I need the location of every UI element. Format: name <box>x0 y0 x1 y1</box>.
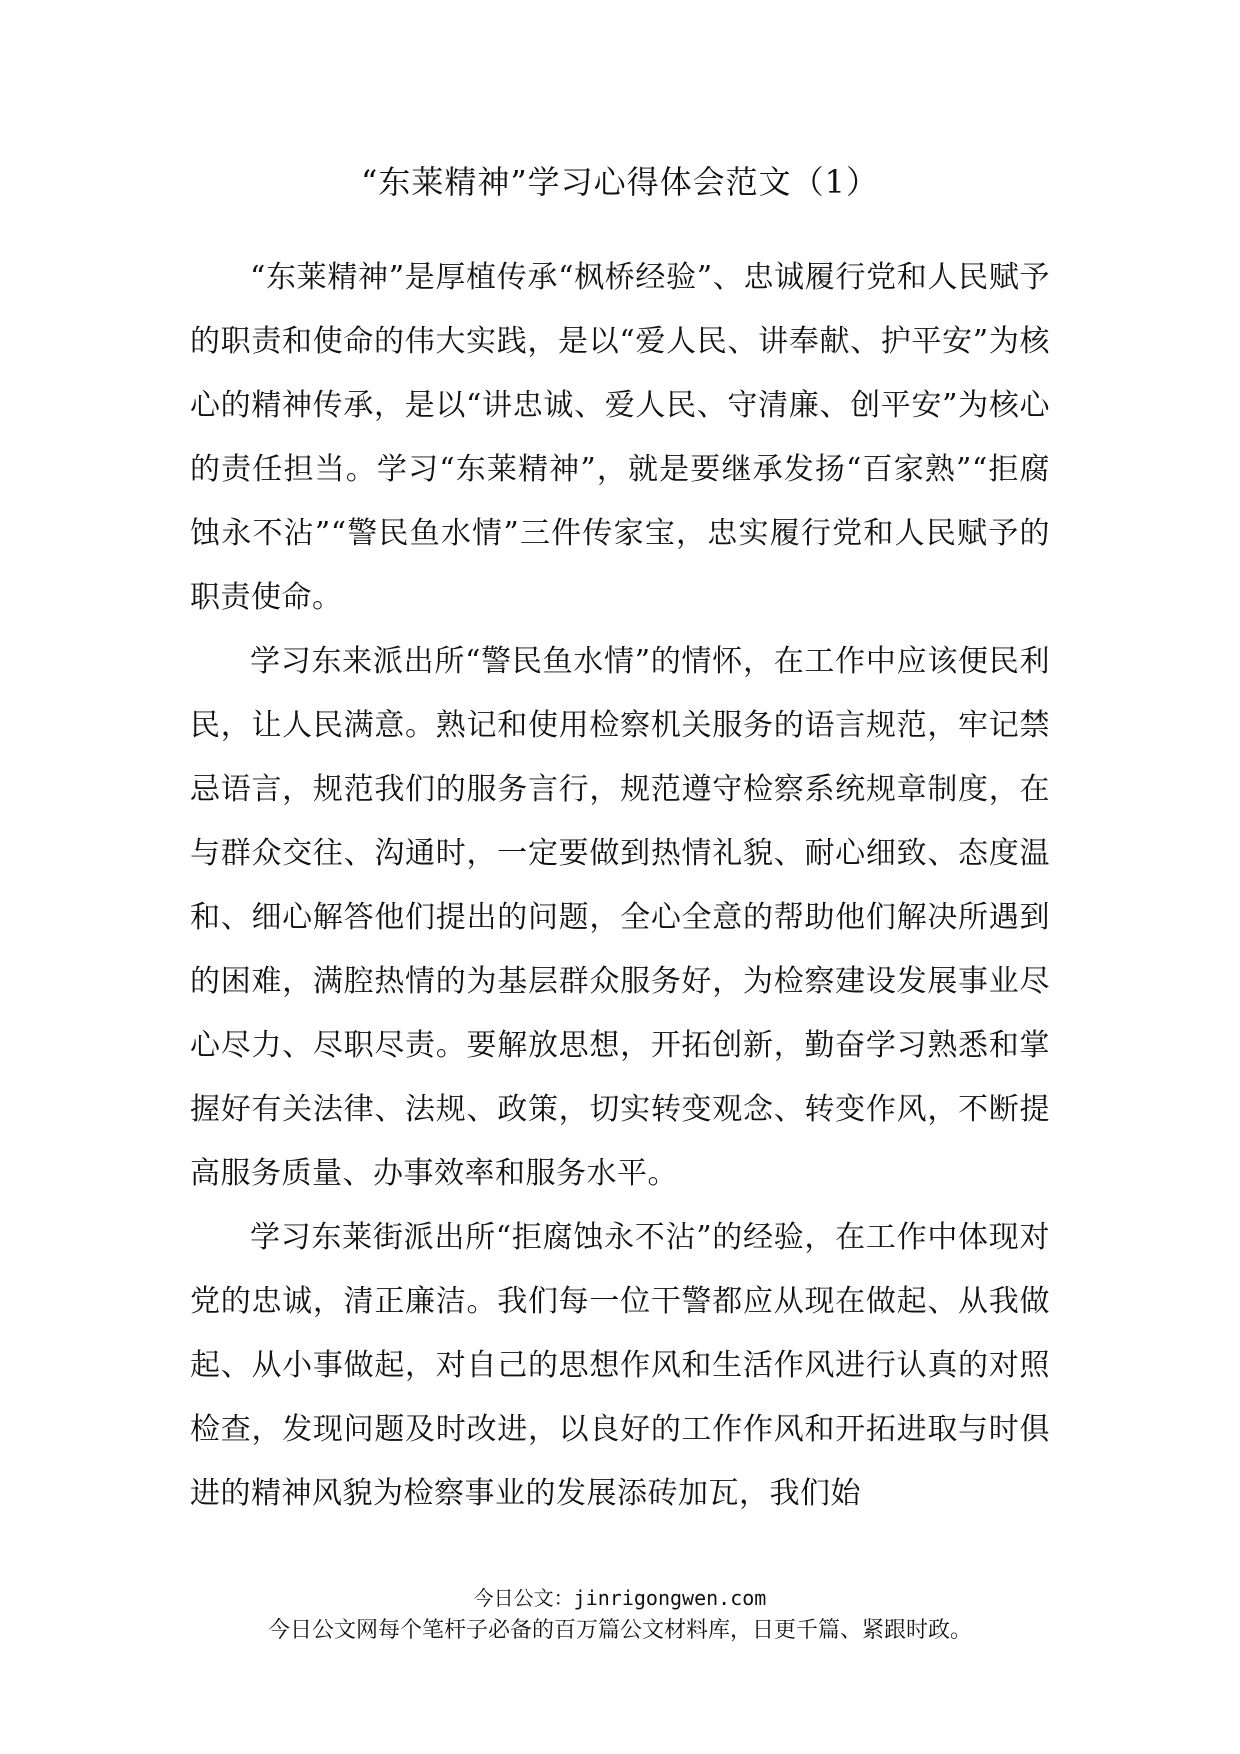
paragraph-2: 学习东来派出所“警民鱼水情”的情怀，在工作中应该便民利民，让人民满意。熟记和使用检察机关服务的语言规范，牢记禁忌语言，规范我们的服务言行，规范遵守检察系统规章制度，在与群众交往、沟通时，一定要做到热情礼貌、耐心细致、态度温和、细心解答他们提出的问题，全心全意的帮助他们解决所遇到的困难，满腔热情的为基层群众服务好，为检察建设发展事业尽心尽力、尽职尽责。要解放思想，开拓创新，勤奋学习熟悉和掌握好有关法律、法规、政策，切实转变观念、转变作风，不断提高服务质量、办事效率和服务水平。 <box>190 644 1050 1191</box>
footer-slogan: 今日公文网每个笔杆子必备的百万篇公文材料库，日更千篇、紧跟时政。 <box>267 1618 972 1643</box>
footer-site-link[interactable]: jinrigongwen.com <box>573 1586 767 1610</box>
footer-label: 今日公文： <box>473 1586 574 1610</box>
footer-source <box>0 1584 1240 1612</box>
document-body <box>190 246 1050 1526</box>
paragraph-1: “东莱精神”是厚植传承“枫桥经验”、忠诚履行党和人民赋予的职责和使命的伟大实践，是以“爱人民、讲奉献、护平安”为核心的精神传承，是以“讲忠诚、爱人民、守清廉、创平安”为核心的责任担当。学习“东莱精神”，就是要继承发扬“百家熟”“拒腐蚀永不沾”“警民鱼水情”三件传家宝，忠实履行党和人民赋予的职责使命。 <box>190 260 1050 615</box>
page-title: “东莱精神”学习心得体会范文（1） <box>360 163 880 201</box>
paragraph-3: 学习东莱街派出所“拒腐蚀永不沾”的经验，在工作中体现对党的忠诚，清正廉洁。我们每一位干警都应从现在做起、从我做起、从小事做起，对自己的思想作风和生活作风进行认真的对照检查，发现问题及时改进，以良好的工作作风和开拓进取与时俱进的精神风貌为检察事业的发展添砖加瓦，我们始 <box>190 1220 1050 1511</box>
